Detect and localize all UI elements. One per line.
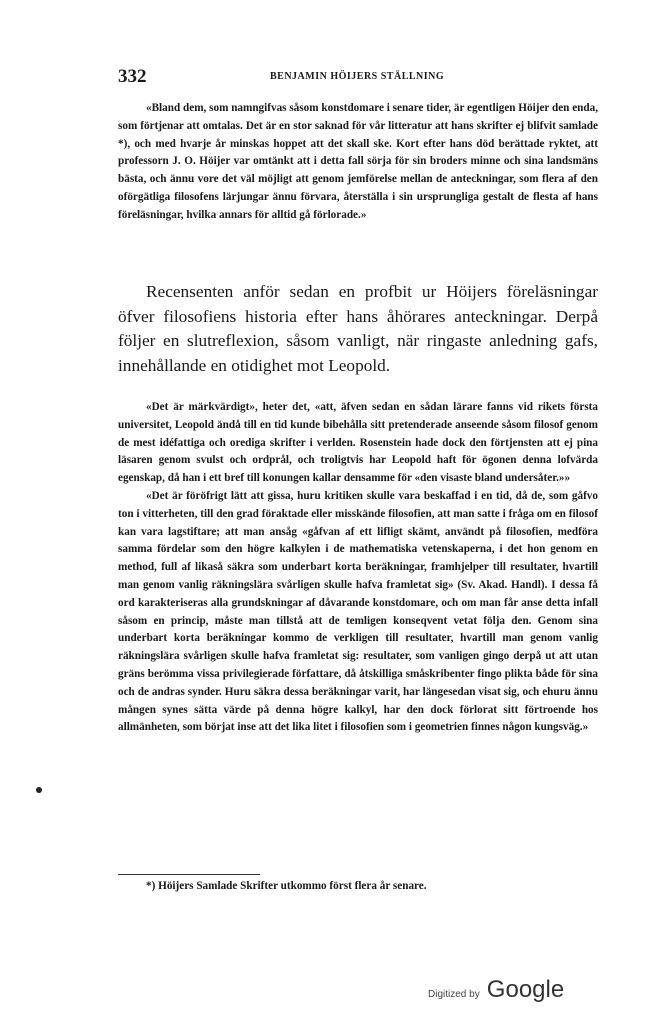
- quote-block-2: [118, 399, 598, 737]
- google-logo: Google: [486, 976, 565, 1003]
- page-number: 332: [118, 66, 147, 87]
- quote-paragraph-2: «Det är föröfrigt lätt att gissa, huru kritiken skulle vara beskaffad i en tid, då de, som gåfvo ton i vitterheten, till den grad föraktade eller misskände filosofien, att man satte i fråga om en filosof kan vara lagstiftare; att man ansåg «gåfvan af ett lifligt skämt, användt på filosofien, medföra samma fördelar som den högre kalkylen i de mathematiska vetenskaperna, i det hon genom en method, full af likaså säkra som underbart korta beräkningar, framhjelper till resultater, hvartill man genom vanlig räkningslära svårligen skulle hafva framletat sig» (Sv. Akad. Handl). I dessa få ord karakteriseras alla grundskningar af dåvarande konstdomare, och om man får anse detta infall såsom en princip, måste man tillstå att de temligen konseqvent vetat följa den. Genom sina underbart korta beräkningar kommo de verkligen till resultater, hvartill man genom vanlig räkningslära svårligen skulle hafva framletat sig: resultater, som vanligen gingo derpå ut att utan gräns berömma vissa privilegierade författare, då åtskilliga småskribenter fingo plikta både för sina och de andras synder. Huru säkra dessa beräkningar varit, har längesedan visat sig, och ehuru ännu mången synes sätta värde på denna högre kalkyl, har den dock förlorat sitt förtroende hos allmänheten, som börjat inse att det lika litet i filosofien som i geometrien finnes någon kungsväg.»: [118, 489, 598, 734]
- body-paragraph: Recensenten anför sedan en profbit ur Höijers föreläsningar öfver filosofiens historia efter hans åhörares anteckningar. Derpå följer en slutreflexion, såsom vanligt, när ringaste anledning gafs, innehållande en otidighet mot Leopold.: [118, 282, 598, 375]
- watermark-prefix: Digitized by: [428, 989, 480, 1000]
- margin-dot-mark: [36, 787, 42, 793]
- digitized-watermark: [428, 976, 564, 1006]
- page-header: [118, 66, 598, 88]
- footnote: *) Höijers Samlade Skrifter utkommo först flera år senare.: [146, 880, 427, 892]
- quote-paragraph-1: «Det är märkvärdigt», heter det, «att, äfven sedan en sådan lärare fanns vid rikets första universitet, Leopold ändå till en tid kunde bibehålla sitt pretenderade anseende såsom filosof genom de mest idéfattiga och orediga skrifter i verlden. Rosenstein hade dock den förtjensten att ej pina läsaren genom svulst och ordprål, och troligtvis har Leopold haft för ögonen denna lofvärda egenskap, då han i ett bref till konungen kallar densamme för «den visaste bland undersåter.»»: [118, 401, 598, 485]
- quote-block-1: [118, 100, 598, 225]
- footnote-divider: [118, 874, 260, 875]
- running-title: BENJAMIN HÖIJERS STÄLLNING: [270, 71, 445, 82]
- quote-paragraph: «Bland dem, som namngifvas såsom konstdomare i senare tider, är egentligen Höijer den enda, som förtjenar att omtalas. Det är en stor saknad för vår litteratur att hans skrifter ej blifvit samlade *), och med hvarje år minskas hoppet att det skall ske. Kort efter hans död berättade ryktet, att professorn J. O. Höijer var omtänkt att i detta fall sörja för sin broders minne och sina landsmäns bästa, och ännu vore det väl möjligt att genom jemförelse mellan de anteckningar, som flera af den oförgätliga filosofens lärjungar ännu förvara, återställa i sin ursprungliga gestalt de flesta af hans föreläsningar, hvilka annars för alltid gå förlorade.»: [118, 102, 598, 221]
